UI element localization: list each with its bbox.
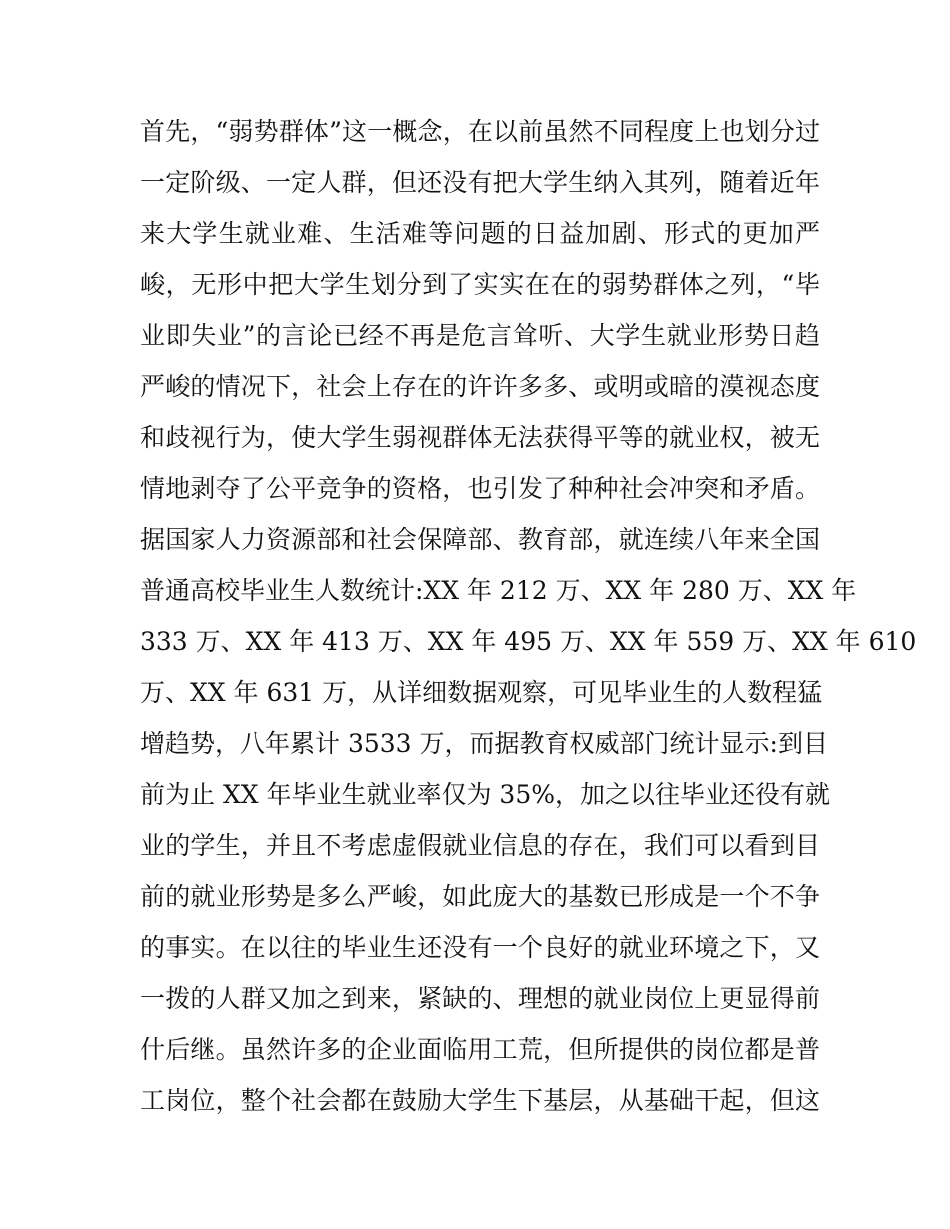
text-line: 情地剥夺了公平竞争的资格，也引发了种种社会冲突和矛盾。 [140, 474, 820, 503]
text-line: 前为止 XX 年毕业生就业率仅为 35%，加之以往毕业还役有就 [140, 780, 831, 809]
text-line: 来大学生就业难、生活难等问题的日益加剧、形式的更加严 [140, 219, 820, 248]
text-line: 增趋势，八年累计 3533 万，而据教育权威部门统计显示:到目 [140, 729, 828, 758]
text-line: 峻，无形中把大学生划分到了实实在在的弱势群体之列，“毕 [140, 270, 820, 299]
text-line: 普通高校毕业生人数统计:XX 年 212 万、XX 年 280 万、XX 年 [140, 576, 857, 605]
text-line: 一拨的人群又加之到来，紧缺的、理想的就业岗位上更显得前 [140, 984, 820, 1013]
text-line: 和歧视行为，使大学生弱视群体无法获得平等的就业权，被无 [140, 423, 820, 452]
text-line: 工岗位，整个社会都在鼓励大学生下基层，从基础干起，但这 [140, 1086, 820, 1115]
text-line: 万、XX 年 631 万，从详细数据观察，可见毕业生的人数程猛 [140, 678, 823, 707]
text-line: 一定阶级、一定人群，但还没有把大学生纳入其列，随着近年 [140, 168, 820, 197]
text-line: 什后继。虽然许多的企业面临用工荒，但所提供的岗位都是普 [140, 1035, 820, 1064]
text-line: 首先，“弱势群体”这一概念，在以前虽然不同程度上也划分过 [140, 117, 820, 146]
text-line: 前的就业形势是多么严峻，如此庞大的基数已形成是一个不争 [140, 882, 820, 911]
text-line: 严峻的情况下，社会上存在的许许多多、或明或暗的漠视态度 [140, 372, 820, 401]
body-paragraph [140, 106, 917, 1126]
text-line: 333 万、XX 年 413 万、XX 年 495 万、XX 年 559 万、XX 年 610 [140, 627, 917, 656]
text-line: 业的学生，并且不考虑虚假就业信息的存在，我们可以看到目 [140, 831, 820, 860]
text-line: 据国家人力资源部和社会保障部、教育部，就连续八年来全国 [140, 525, 820, 554]
text-line: 业即失业”的言论已经不再是危言耸听、大学生就业形势日趋 [140, 321, 820, 350]
text-line: 的事实。在以往的毕业生还没有一个良好的就业环境之下，又 [140, 933, 820, 962]
